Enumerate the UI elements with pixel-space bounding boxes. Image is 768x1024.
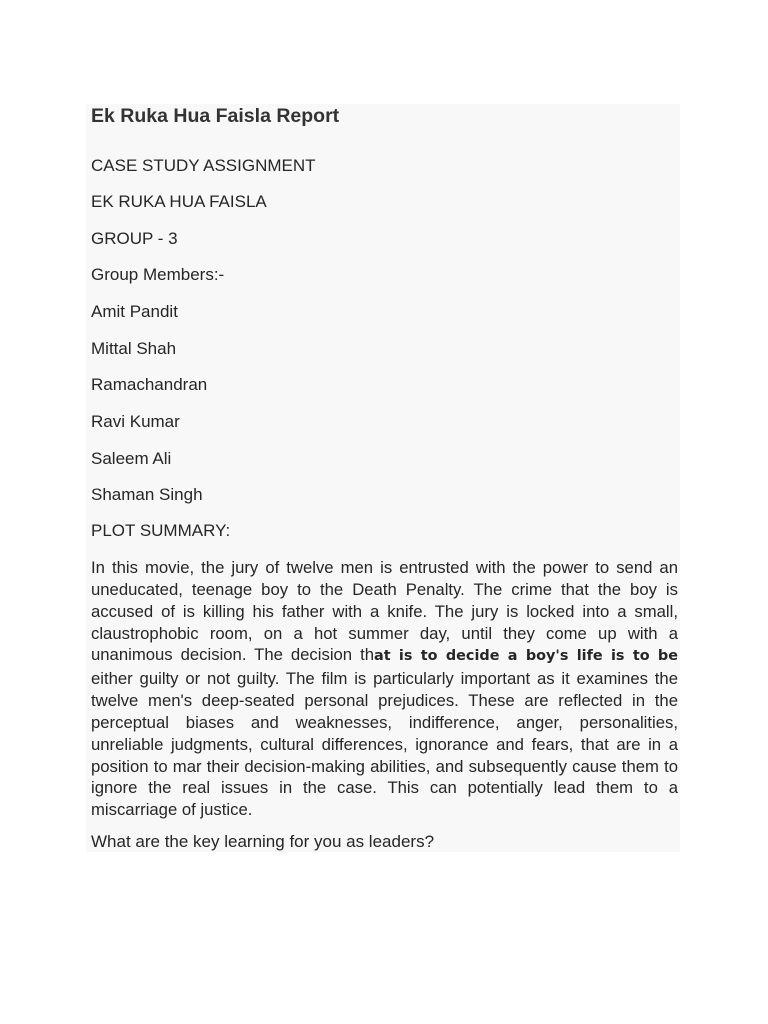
member-name: Amit Pandit — [91, 302, 178, 321]
heading-case-study: CASE STUDY ASSIGNMENT — [91, 156, 316, 175]
heading-movie-title: EK RUKA HUA FAISLA — [91, 192, 267, 211]
member-name: Ramachandran — [91, 375, 208, 394]
document-title: Ek Ruka Hua Faisla Report — [91, 105, 340, 127]
plot-summary-paragraph — [91, 557, 678, 821]
member-name: Mittal Shah — [91, 339, 177, 358]
plot-summary-heading: PLOT SUMMARY: — [91, 521, 231, 540]
member-name: Shaman Singh — [91, 485, 203, 504]
plot-summary-bold-text: at is to decide a boy's life is to be — [373, 648, 678, 665]
plot-summary-text: In this movie, the jury of twelve men is entrusted with the power to send an uneducated, teenage boy to the Death Penalty. The crime that the boy is accused of is killing his father with a knife. The jury is locked into a small, claustrophobic room, on a hot summer day, until they come up with a unanimous decision. The decision th — [91, 558, 678, 665]
member-name: Ravi Kumar — [91, 412, 180, 431]
leadership-question: What are the key learning for you as leaders? — [91, 832, 435, 851]
group-number: GROUP - 3 — [91, 229, 178, 248]
plot-summary-text: either guilty or not guilty. The film is particularly important as it examines the twelve men's deep-seated personal prejudices. These are reflected in the perceptual biases and weaknesses, indifference, anger, personalities, unreliable judgments, cultural differences, ignorance and fears, that are in a position to mar their decision-making abilities, and subsequently cause them to ignore the real issues in the case. This can potentially lead them to a miscarriage of justice. — [91, 669, 678, 820]
group-members-label: Group Members:- — [91, 265, 225, 284]
member-name: Saleem Ali — [91, 449, 172, 468]
